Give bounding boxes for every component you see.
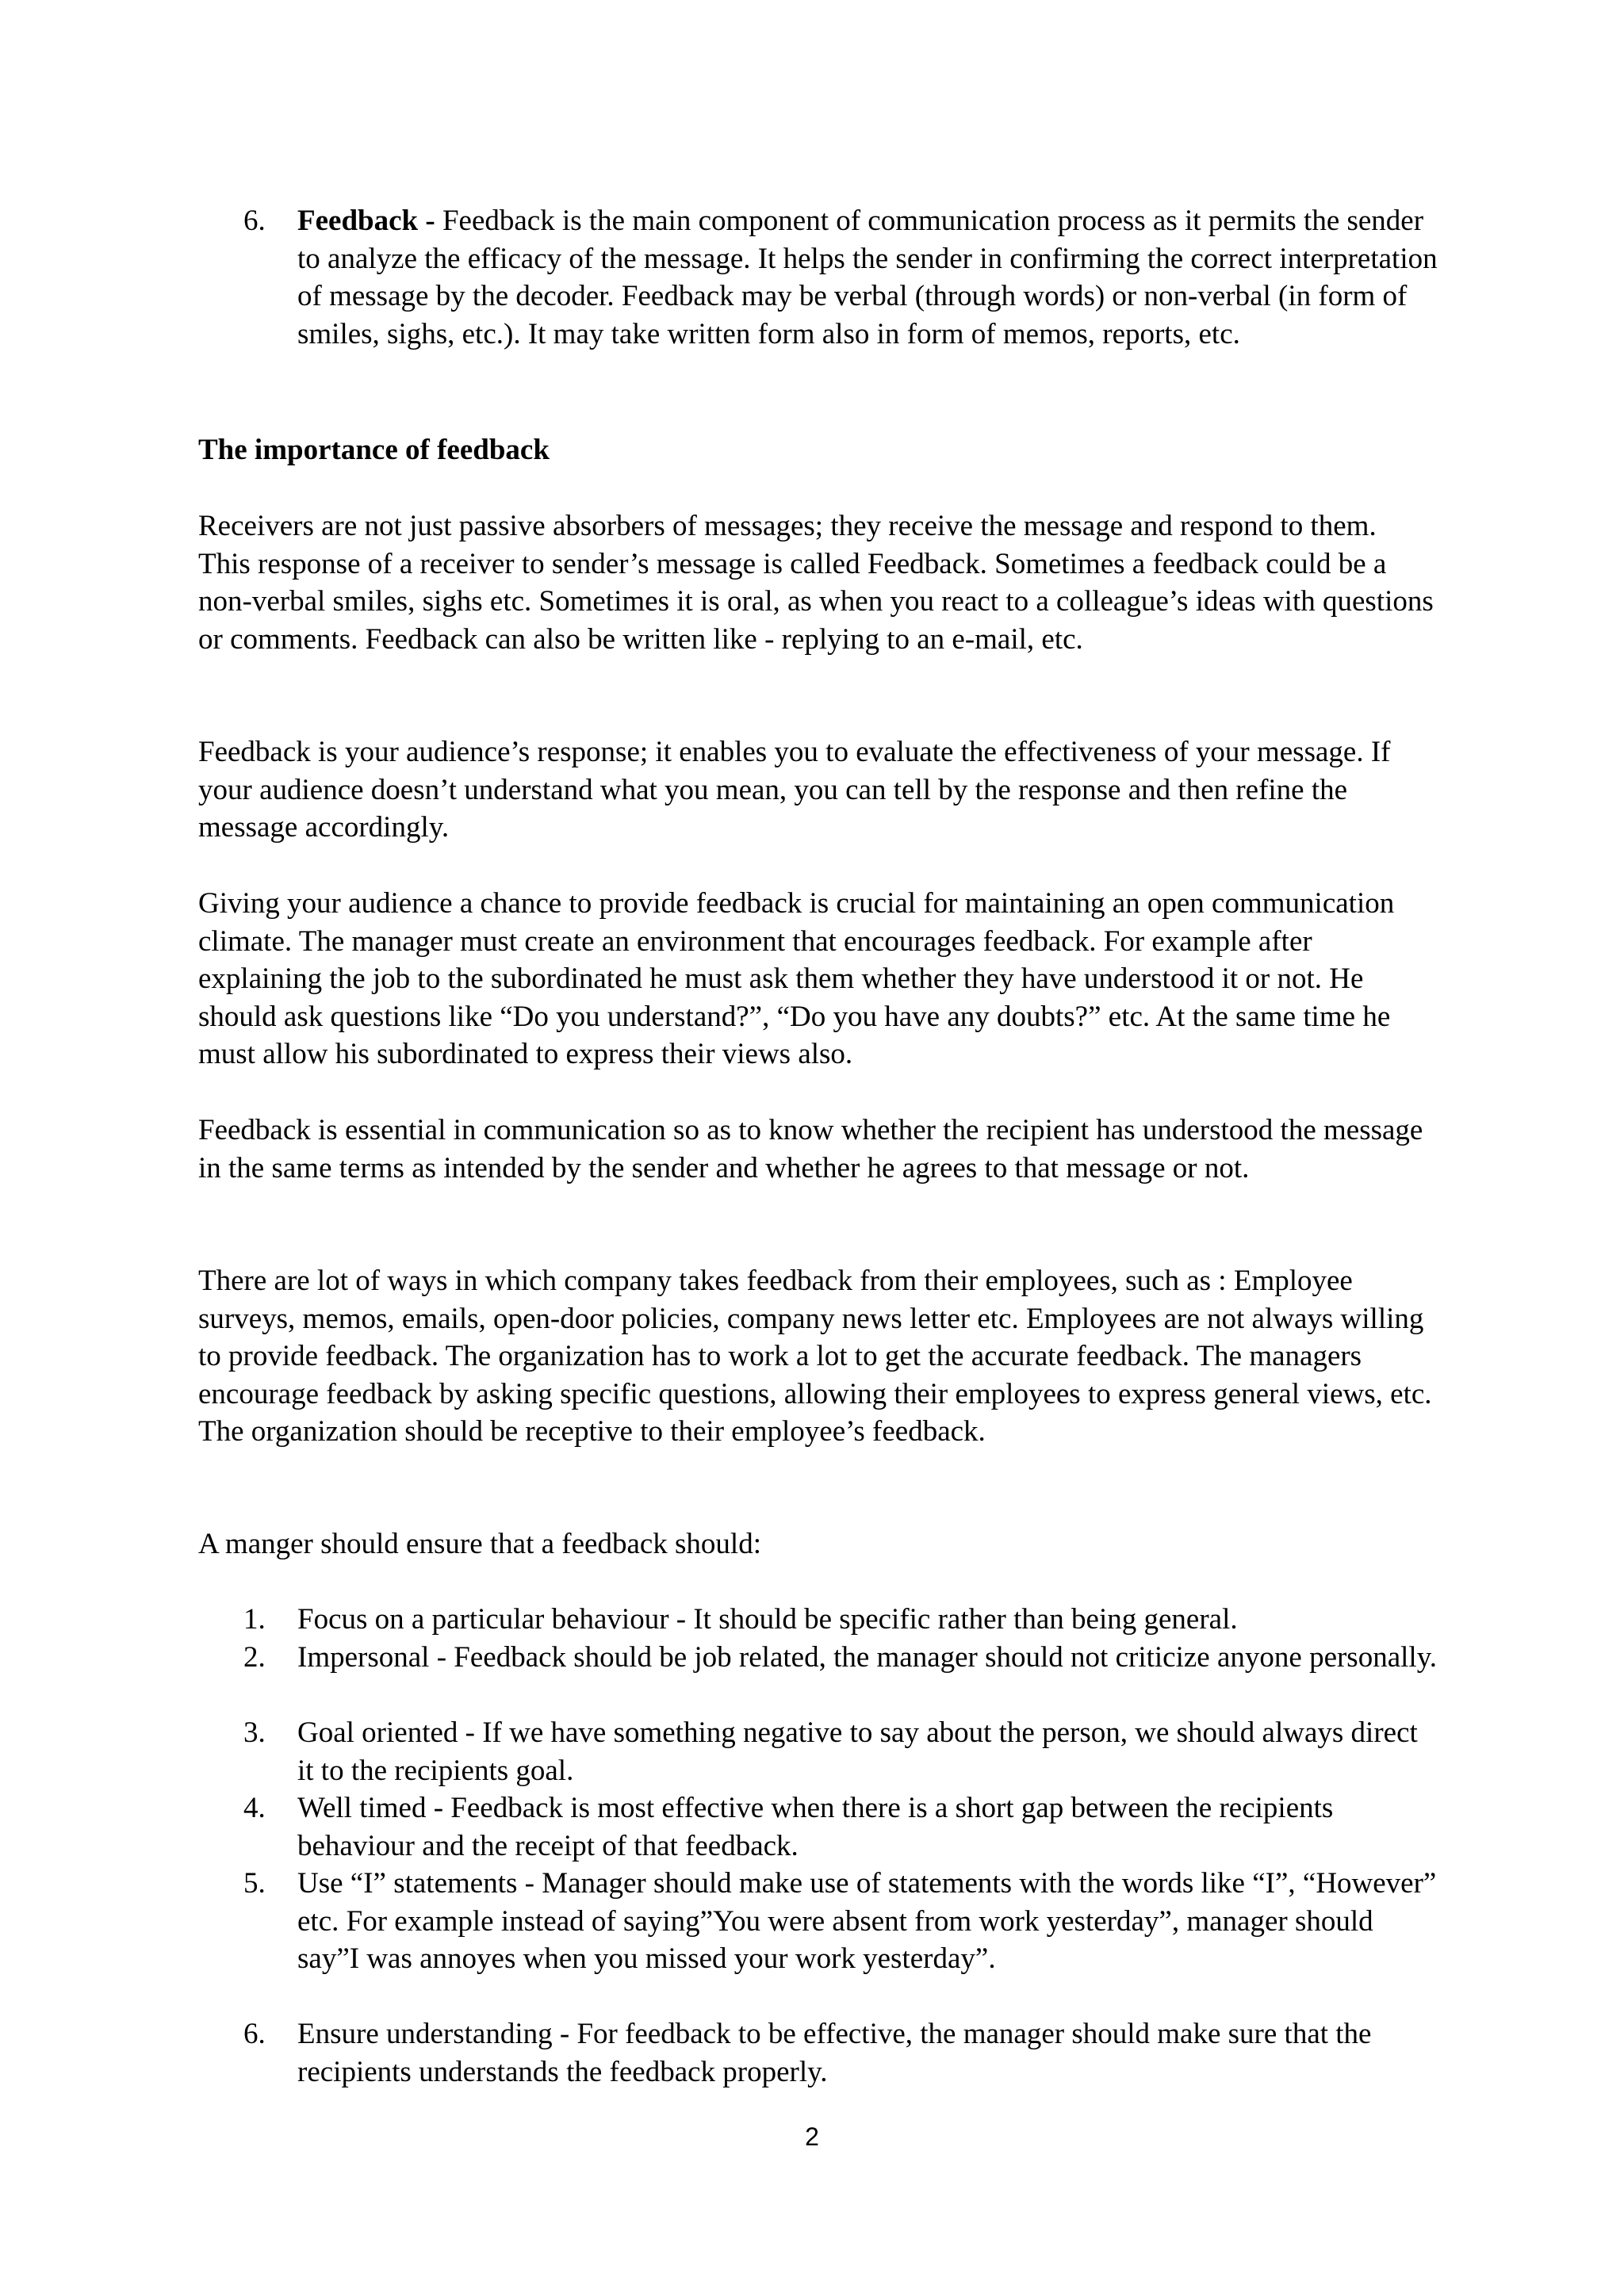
- list-item-text: Use “I” statements - Manager should make use of statements with the words like “I”, “However” etc. For example instead of saying”You were absent from work yesterday”, manager should say”I was annoyes when you missed your work yesterday”.: [297, 1867, 1437, 1975]
- list-number: 1.: [243, 1603, 266, 1636]
- list-item-text: [297, 202, 1439, 353]
- paragraph: There are lot of ways in which company takes feedback from their employees, such as : Employee surveys, memos, emails, open-door policies, company news letter etc. Employees are not always willing to provide feedback. The organization has to work a lot to get the accurate feedback. The managers encourage feedback by asking specific questions, allowing their employees to express general views, etc. The organization should be receptive to their employee’s feedback.: [198, 1265, 1432, 1448]
- paragraph: Receivers are not just passive absorbers of messages; they receive the message and respond to them. This response of a receiver to sender’s message is called Feedback. Sometimes a feedback could be a non-verbal smiles, sighs etc. Sometimes it is oral, as when you react to a colleague’s ideas with questions or comments. Feedback can also be written like - replying to an e-mail, etc.: [198, 510, 1434, 656]
- list-number: 3.: [243, 1716, 266, 1749]
- section-heading: The importance of feedback: [198, 434, 550, 466]
- paragraph: Feedback is your audience’s response; it enables you to evaluate the effectiveness of your message. If your audience doesn’t understand what you mean, you can tell by the response and then refine the message accordingly.: [198, 736, 1391, 844]
- list-item-text: Goal oriented - If we have something negative to say about the person, we should always direct it to the recipients goal.: [297, 1716, 1418, 1787]
- paragraph: A manger should ensure that a feedback should:: [198, 1528, 761, 1560]
- page-number: 2: [805, 2122, 819, 2151]
- term-label: Feedback -: [297, 205, 435, 237]
- list-item-text: Impersonal - Feedback should be job related, the manager should not criticize anyone personally.: [297, 1641, 1438, 1674]
- list-item-text: Well timed - Feedback is most effective when there is a short gap between the recipients behaviour and the receipt of that feedback.: [297, 1792, 1334, 1862]
- paragraph: Feedback is essential in communication so as to know whether the recipient has understood the message in the same terms as intended by the sender and whether he agrees to that message or not.: [198, 1114, 1423, 1184]
- list-number: 6.: [243, 205, 266, 237]
- list-number: 6.: [243, 2018, 266, 2050]
- list-number: 5.: [243, 1867, 266, 1900]
- list-number: 2.: [243, 1641, 266, 1674]
- list-item-text: Focus on a particular behaviour - It should be specific rather than being general.: [297, 1603, 1238, 1636]
- paragraph: Giving your audience a chance to provide feedback is crucial for maintaining an open communication climate. The manager must create an environment that encourages feedback. For example after explaining the job to the subordinated he must ask them whether they have understood it or not. He should ask questions like “Do you understand?”, “Do you have any doubts?” etc. At the same time he must allow his subordinated to express their views also.: [198, 887, 1395, 1070]
- list-number: 4.: [243, 1792, 266, 1824]
- term-description: Feedback is the main component of communication process as it permits the sender to analyze the efficacy of the message. It helps the sender in confirming the correct interpretation of message by the decoder. Feedback may be verbal (through words) or non-verbal (in form of smiles, sighs, etc.). It may take written form also in form of memos, reports, etc.: [297, 205, 1438, 350]
- list-item-text: Ensure understanding - For feedback to be effective, the manager should make sure that the recipients understands the feedback properly.: [297, 2018, 1372, 2088]
